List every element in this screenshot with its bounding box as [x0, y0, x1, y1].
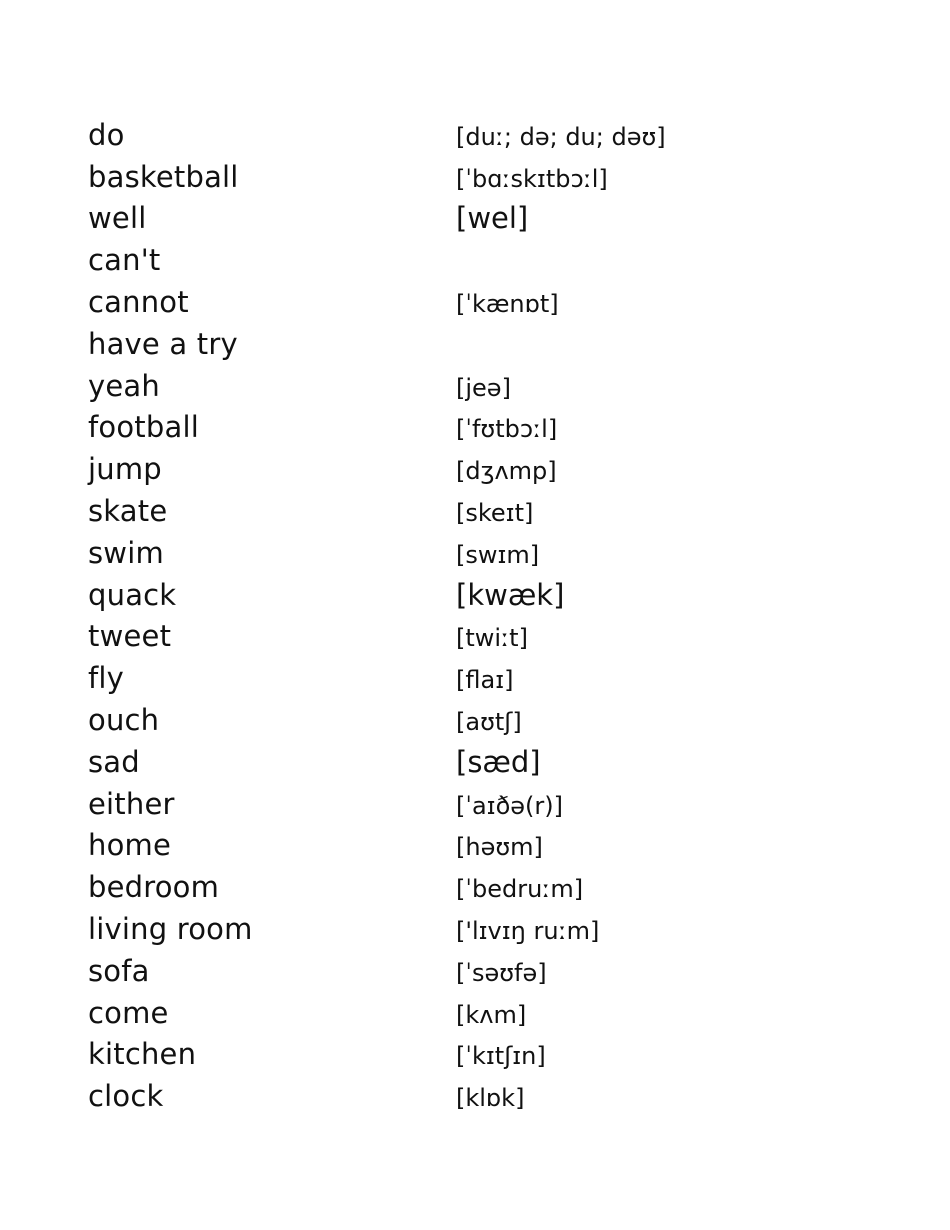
phonetic: [klɒk] [456, 1084, 525, 1113]
phonetic: [ˈkænɒt] [456, 289, 559, 318]
phonetic: [twiːt] [456, 624, 528, 653]
word: come [88, 995, 169, 1030]
word: either [88, 786, 175, 821]
word: ouch [88, 702, 160, 737]
word: have a try [88, 326, 238, 361]
word: sad [88, 744, 140, 779]
phonetic: [duː; də; du; dəʊ] [456, 122, 666, 151]
word: can't [88, 243, 161, 278]
phonetic: [kʌm] [456, 1000, 527, 1029]
vocab-row-football [88, 405, 888, 447]
word: yeah [88, 368, 160, 403]
phonetic: [ˈbedruːm] [456, 875, 584, 904]
word: home [88, 828, 172, 863]
phonetic: [sæd] [456, 744, 541, 779]
vocab-row-quack [88, 572, 888, 614]
phonetic: [swɪm] [456, 540, 540, 569]
word: do [88, 117, 125, 152]
vocab-row-cant [88, 237, 888, 279]
phonetic: [skeɪt] [456, 498, 534, 527]
phonetic: [wel] [456, 201, 529, 236]
vocab-row-yeah [88, 363, 888, 405]
vocab-row-kitchen [88, 1032, 888, 1074]
vocab-row-swim [88, 530, 888, 572]
word: bedroom [88, 870, 220, 905]
phonetic: [ˈkɪtʃɪn] [456, 1042, 546, 1071]
vocab-row-living-room [88, 906, 888, 948]
phonetic: [flaɪ] [456, 666, 514, 695]
word: clock [88, 1079, 164, 1114]
word: quack [88, 577, 177, 612]
word: skate [88, 493, 168, 528]
word: swim [88, 535, 164, 570]
vocab-row-do [88, 112, 888, 154]
word: well [88, 201, 147, 236]
word: sofa [88, 953, 150, 988]
vocab-row-come [88, 990, 888, 1032]
vocab-row-cannot [88, 279, 888, 321]
phonetic: [aʊtʃ] [456, 707, 522, 736]
vocab-row-tweet [88, 614, 888, 656]
vocabulary-list [88, 112, 888, 1115]
phonetic: [həʊm] [456, 833, 543, 862]
word: cannot [88, 284, 189, 319]
word: tweet [88, 619, 172, 654]
vocab-row-sofa [88, 948, 888, 990]
vocab-row-bedroom [88, 864, 888, 906]
phonetic: [ˈbɑːskɪtbɔːl] [456, 164, 608, 193]
phonetic: [ˈsəʊfə] [456, 958, 547, 987]
vocab-row-ouch [88, 697, 888, 739]
phonetic: [jeə] [456, 373, 511, 402]
vocab-row-jump [88, 446, 888, 488]
phonetic: ['lɪvɪŋ ruːm] [456, 916, 600, 945]
word: kitchen [88, 1037, 197, 1072]
vocab-row-skate [88, 488, 888, 530]
phonetic: [ˈfʊtbɔːl] [456, 415, 558, 444]
vocab-row-clock [88, 1073, 888, 1115]
vocab-row-basketball [88, 154, 888, 196]
word: football [88, 410, 199, 445]
word: fly [88, 661, 125, 696]
vocab-row-either [88, 781, 888, 823]
phonetic: [kwæk] [456, 577, 565, 612]
vocab-row-well [88, 196, 888, 238]
phonetic: [ˈaɪðə(r)] [456, 791, 563, 820]
word: basketball [88, 159, 239, 194]
vocab-row-fly [88, 655, 888, 697]
vocab-row-sad [88, 739, 888, 781]
vocab-row-home [88, 823, 888, 865]
word: living room [88, 911, 253, 946]
word: jump [88, 452, 162, 487]
vocab-row-have-a-try [88, 321, 888, 363]
phonetic: [dʒʌmp] [456, 457, 557, 486]
